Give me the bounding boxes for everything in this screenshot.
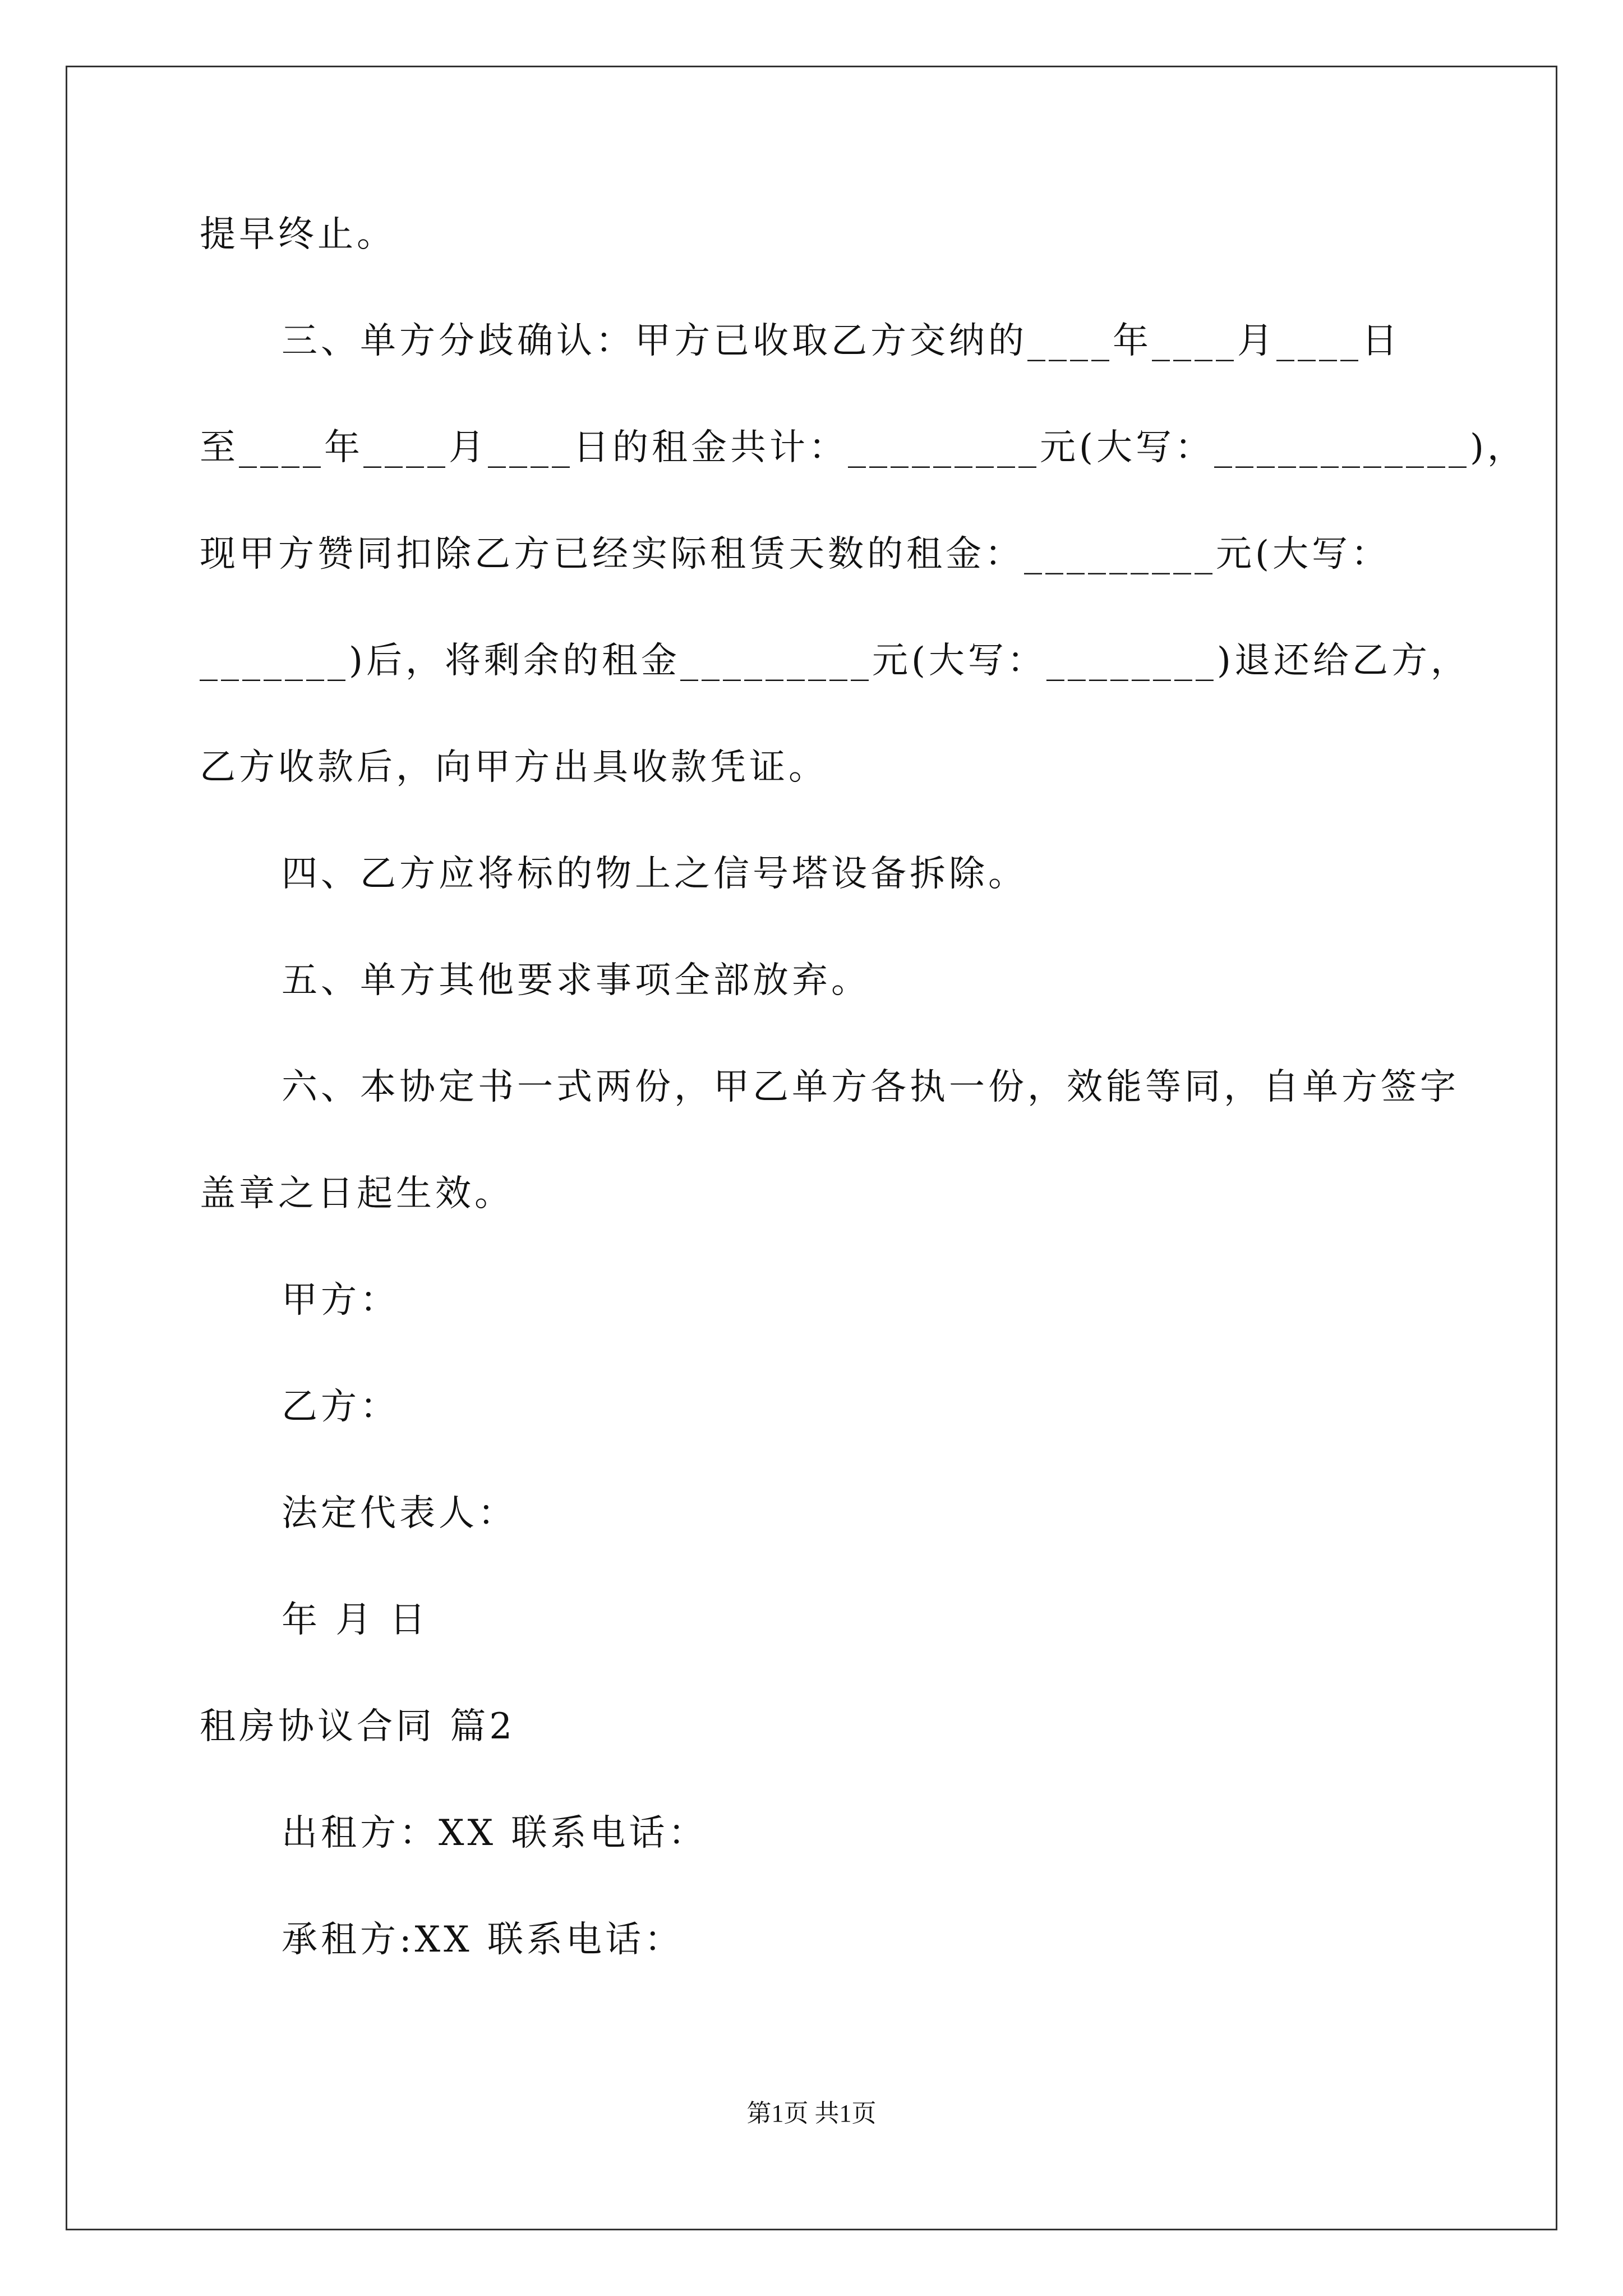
- text-line: _______)后，将剩余的租金_________元(大写：________)退还给乙方，: [200, 640, 1470, 682]
- page-border: [66, 66, 1557, 2230]
- text-line: 四、乙方应将标的物上之信号塔设备拆除。: [282, 853, 1027, 895]
- signature-date: 年 月 日: [282, 1599, 429, 1641]
- lessee-info: 承租方:XX 联系电话：: [282, 1919, 684, 1961]
- section-heading: 租房协议合同 篇2: [200, 1706, 516, 1747]
- text-line: 五、单方其他要求事项全部放弃。: [282, 960, 870, 1001]
- text-line: 盖章之日起生效。: [200, 1173, 514, 1214]
- text-line: 三、单方分歧确认：甲方已收取乙方交纳的____年____月____日: [282, 320, 1401, 362]
- signature-party-b: 乙方：: [282, 1386, 399, 1428]
- text-line: 至____年____月____日的租金共计：_________元(大写：____________)，: [200, 427, 1527, 468]
- lessor-info: 出租方：XX 联系电话：: [282, 1812, 708, 1854]
- text-line: 提早终止。: [200, 214, 396, 255]
- legal-representative: 法定代表人：: [282, 1493, 517, 1534]
- page-footer: 第1页 共1页: [746, 2100, 877, 2127]
- text-line: 乙方收款后，向甲方出具收款凭证。: [200, 747, 828, 788]
- text-line: 六、本协定书一式两份，甲乙单方各执一份，效能等同，自单方签字: [282, 1066, 1459, 1108]
- signature-party-a: 甲方：: [282, 1280, 399, 1321]
- text-line: 现甲方赞同扣除乙方已经实际租赁天数的租金：_________元(大写：: [200, 533, 1390, 575]
